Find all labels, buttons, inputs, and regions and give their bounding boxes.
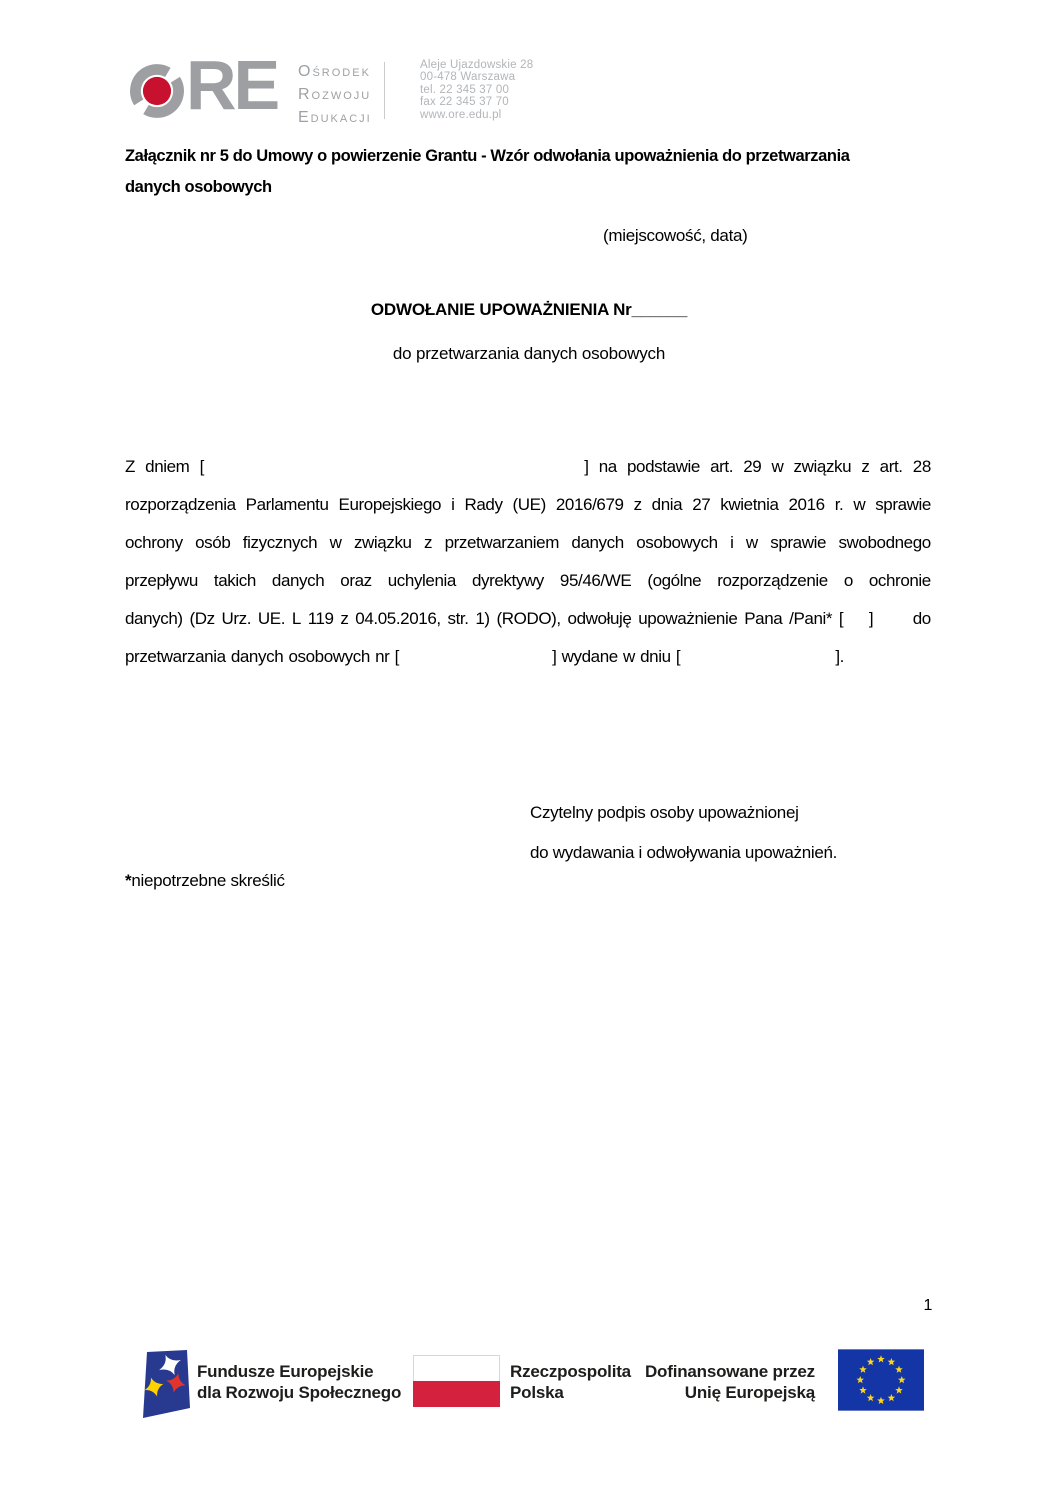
attachment-heading-line2: danych osobowych (125, 178, 272, 196)
body-word: upoważnienie (638, 609, 738, 628)
body-word: art. (879, 457, 903, 476)
body-word: Rady (464, 495, 503, 514)
ore-address-line: 00-478 Warszawa (420, 71, 516, 84)
body-word: w (771, 457, 784, 476)
ore-address-line: fax 22 345 37 70 (420, 96, 509, 109)
poland-flag-icon (413, 1355, 500, 1407)
letterhead-divider (384, 62, 385, 119)
body-word: nr (375, 647, 390, 666)
body-word: do (912, 609, 931, 628)
body-word: sprawie (875, 495, 931, 514)
body-word: /Pani* (789, 609, 833, 628)
attachment-heading-line1: Załącznik nr 5 do Umowy o powierzenie Grantu - Wzór odwołania upoważnienia do przetwarzania (125, 147, 850, 165)
document-subtitle: do przetwarzania danych osobowych (392, 344, 666, 363)
ore-org-line: Ośrodek (298, 63, 371, 80)
body-word: z (340, 609, 349, 628)
ore-address-line: Aleje Ujazdowskie 28 (420, 59, 534, 71)
body-word: ochrony (125, 533, 183, 552)
european-funds-label-line2: dla Rozwoju Społecznego (197, 1383, 402, 1402)
blank-field (214, 467, 574, 468)
body-word: przetwarzaniem (444, 533, 559, 552)
ore-logo-o-icon (128, 62, 186, 120)
body-line (125, 524, 931, 562)
body-word: osobowych (636, 533, 718, 552)
blank-field (685, 657, 835, 658)
body-word: w (853, 495, 866, 514)
body-word: w (623, 647, 635, 666)
body-word: rozporządzenia (125, 495, 236, 514)
body-paragraph (125, 448, 931, 676)
body-word: przepływu (125, 571, 198, 590)
body-word: UE. (257, 609, 286, 628)
body-word: w (329, 533, 342, 552)
body-word: oraz (340, 571, 372, 590)
body-word: Parlamentu (245, 495, 329, 514)
body-word: L (291, 609, 301, 628)
body-word: 04.05.2016, (355, 609, 441, 628)
body-word: 1) (475, 609, 490, 628)
body-word: w (745, 533, 758, 552)
body-word: z (861, 457, 870, 476)
body-line (125, 486, 931, 524)
body-word: Urz. (221, 609, 252, 628)
attachment-heading (125, 141, 1005, 203)
body-word: art. (710, 457, 734, 476)
european-funds-label (197, 1361, 401, 1403)
body-word: przetwarzania (125, 647, 226, 666)
body-word: i (451, 495, 455, 514)
european-funds-flag-icon (143, 1350, 190, 1418)
body-word: wydane (561, 647, 618, 666)
body-line (125, 562, 931, 600)
body-word: 27 (692, 495, 711, 514)
body-word: ] (552, 647, 557, 666)
body-word: sprawie (770, 533, 827, 552)
ore-org-name (298, 60, 372, 129)
signature-block (530, 793, 837, 873)
blank-field (404, 657, 552, 658)
body-word: osobowych (288, 647, 370, 666)
body-line (125, 600, 931, 638)
ore-org-line: Rozwoju (298, 86, 372, 103)
body-word: kwietnia (720, 495, 779, 514)
body-word: (UE) (512, 495, 546, 514)
ore-address (420, 59, 533, 121)
body-word: związku (793, 457, 852, 476)
european-funds-label-line1: Fundusze Europejskie (197, 1362, 374, 1381)
page-number: 1 (923, 1297, 933, 1314)
signature-line2: do wydawania i odwoływania upoważnień. (530, 843, 838, 862)
body-word: danych) (125, 609, 183, 628)
body-word: [ (675, 647, 681, 666)
body-word: dniu (640, 647, 671, 666)
body-word: o (843, 571, 853, 590)
body-word: Pana (744, 609, 783, 628)
body-word: podstawie (627, 457, 700, 476)
body-word: [ (199, 457, 204, 476)
body-word: 119 (307, 609, 334, 628)
body-word: danych (571, 533, 624, 552)
body-word: ochronie (868, 571, 931, 590)
footnote (125, 871, 285, 891)
body-word: swobodnego (838, 533, 931, 552)
republic-of-poland-label-line2: Polska (510, 1383, 564, 1402)
body-word: str. (447, 609, 469, 628)
body-word: 95/46/WE (559, 571, 632, 590)
body-word: i (730, 533, 734, 552)
body-word: 29 (743, 457, 762, 476)
body-word: Z (125, 457, 135, 476)
body-word: danych (230, 647, 284, 666)
signature-line1: Czytelny podpis osoby upoważnionej (530, 803, 799, 822)
body-line (125, 448, 931, 486)
body-word: dnia (651, 495, 683, 514)
ore-org-line: Edukacji (298, 109, 372, 126)
body-word: 28 (912, 457, 931, 476)
footnote-asterisk: * (125, 871, 132, 890)
body-word: [ (838, 609, 844, 628)
document-title: ODWOŁANIE UPOWAŻNIENIA Nr______ (370, 300, 688, 319)
body-word: 2016/679 (555, 495, 624, 514)
body-word: 2016 (788, 495, 825, 514)
body-word: z (424, 533, 433, 552)
blank-field (880, 619, 906, 620)
body-word: takich (213, 571, 256, 590)
body-word: danych (271, 571, 325, 590)
blank-field (850, 619, 862, 620)
body-word: (ogólne (647, 571, 702, 590)
eu-flag-icon (838, 1348, 924, 1412)
body-word: ] (584, 457, 589, 476)
body-word: r. (834, 495, 844, 514)
body-word: na (598, 457, 617, 476)
body-word: osób (195, 533, 231, 552)
body-word: (Dz (189, 609, 215, 628)
eu-cofunded-label-line1: Dofinansowane przez (644, 1362, 815, 1381)
ore-red-dot-icon (143, 77, 171, 105)
body-word: z (633, 495, 642, 514)
body-word: (RODO), (496, 609, 561, 628)
eu-cofunded-label (595, 1361, 815, 1403)
body-word: [ (394, 647, 399, 666)
body-word: rozporządzenie (717, 571, 828, 590)
body-word: związku (353, 533, 412, 552)
body-word: Europejskiego (338, 495, 442, 514)
footnote-label: niepotrzebne skreślić (131, 871, 285, 890)
body-word: ] (868, 609, 874, 628)
body-line (125, 638, 931, 676)
place-date-placeholder: (miejscowość, data) (603, 226, 748, 245)
republic-of-poland-label-line1: Rzeczpospolita (510, 1362, 631, 1381)
body-word: odwołuję (567, 609, 632, 628)
body-word: uchylenia (387, 571, 456, 590)
body-word: dniem (145, 457, 190, 476)
body-word: fizycznych (242, 533, 318, 552)
ore-address-line: www.ore.edu.pl (420, 108, 502, 121)
body-word: ]. (835, 647, 844, 666)
ore-address-line: tel. 22 345 37 00 (420, 83, 510, 96)
eu-cofunded-label-line2: Unię Europejską (684, 1383, 815, 1402)
body-word: dyrektywy (471, 571, 544, 590)
ore-logo-letters: RE (186, 46, 278, 124)
